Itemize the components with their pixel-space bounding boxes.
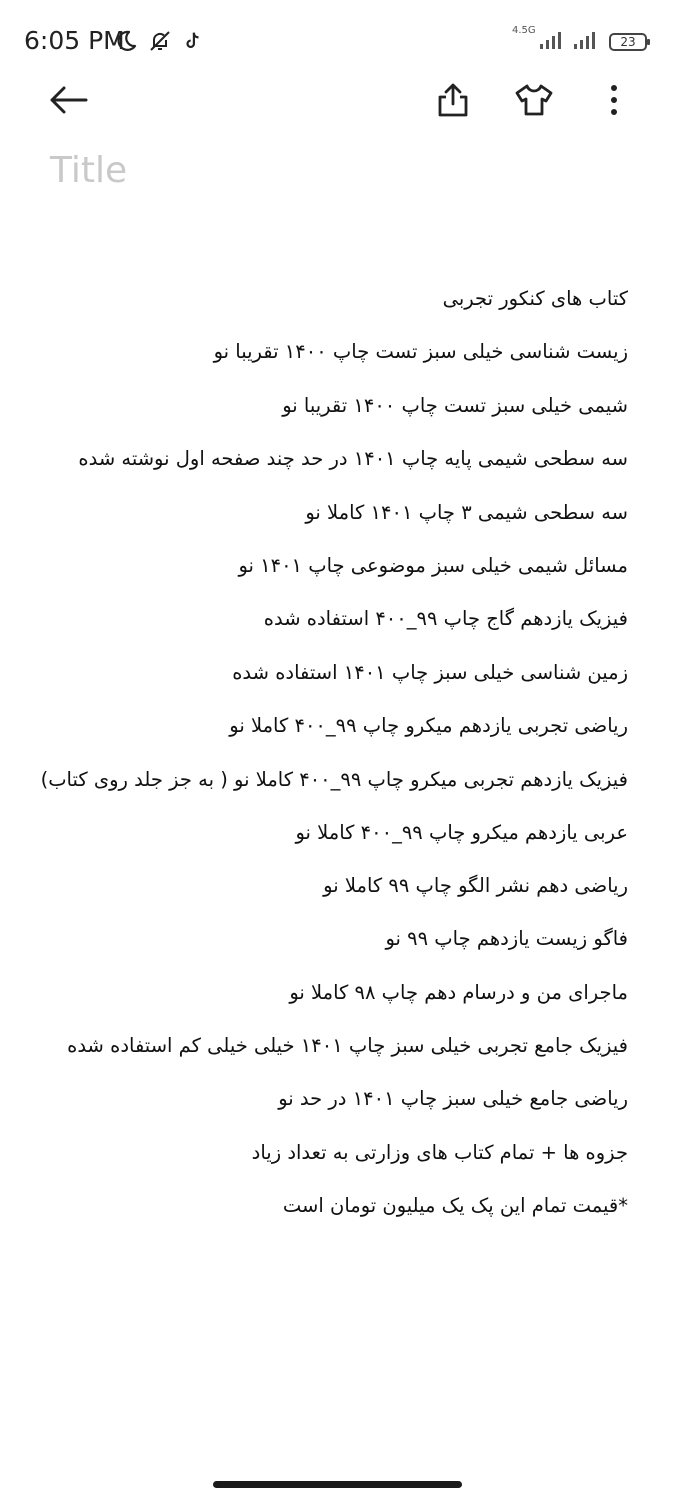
- note-line: کتاب های کنکور تجربی: [442, 287, 628, 310]
- note-line: ریاضی دهم نشر الگو چاپ ۹۹ کاملا نو: [323, 873, 628, 897]
- note-line: ماجرای من و درسام دهم چاپ ۹۸ کاملا نو: [289, 980, 628, 1004]
- note-toolbar: [0, 76, 675, 132]
- note-line: فاگو زیست یازدهم چاپ ۹۹ نو: [385, 927, 628, 951]
- note-line: فیزیک یازدهم تجربی میکرو چاپ ۹۹_۴۰۰ کاملا نو ( به جز جلد روی کتاب): [40, 767, 628, 791]
- network-type-label: 4.5G: [512, 25, 536, 36]
- note-line: جزوه ها + تمام کتاب های وزارتی به تعداد زیاد: [251, 1140, 628, 1164]
- more-options-button[interactable]: [590, 76, 638, 128]
- note-line: مسائل شیمی خیلی سبز موضوعی چاپ ۱۴۰۱ نو: [238, 553, 628, 577]
- note-line: شیمی خیلی سبز تست چاپ ۱۴۰۰ تقریبا نو: [282, 393, 628, 417]
- note-line: ریاضی جامع خیلی سبز چاپ ۱۴۰۱ در حد نو: [278, 1087, 628, 1111]
- note-line: زیست شناسی خیلی سبز تست چاپ ۱۴۰۰ تقریبا نو: [213, 340, 628, 364]
- status-bar: [0, 0, 675, 80]
- signal-icon: [539, 30, 565, 54]
- back-button[interactable]: [44, 76, 92, 128]
- note-line: زمین شناسی خیلی سبز چاپ ۱۴۰۱ استفاده شده: [232, 660, 628, 684]
- battery-level: 23: [620, 35, 636, 49]
- bell-off-icon: [148, 29, 172, 53]
- note-line: ریاضی تجربی یازدهم میکرو چاپ ۹۹_۴۰۰ کاملا نو: [229, 714, 628, 738]
- note-line: فیزیک جامع تجربی خیلی سبز چاپ ۱۴۰۱ خیلی خیلی کم استفاده شده: [67, 1034, 628, 1058]
- tiktok-icon: [182, 30, 204, 52]
- more-vert-icon: [609, 84, 619, 120]
- note-line: سه سطحی شیمی پایه چاپ ۱۴۰۱ در حد چند صفحه اول نوشته شده: [78, 447, 628, 471]
- note-body-editor[interactable]: [40, 272, 628, 1233]
- signal-icon: [573, 30, 601, 54]
- share-button[interactable]: [429, 76, 477, 128]
- theme-button[interactable]: [510, 76, 558, 128]
- title-input[interactable]: Title: [50, 150, 128, 191]
- theme-shirt-icon: [514, 83, 554, 121]
- back-arrow-icon: [48, 84, 88, 120]
- moon-icon: [114, 29, 138, 53]
- note-line: عربی یازدهم میکرو چاپ ۹۹_۴۰۰ کاملا نو: [295, 820, 628, 844]
- status-time: 6:05 PM: [24, 26, 125, 55]
- home-indicator[interactable]: [213, 1481, 462, 1488]
- note-line: *قیمت تمام این پک یک میلیون تومان است: [282, 1194, 628, 1218]
- battery-icon: [609, 33, 647, 51]
- note-line: فیزیک یازدهم گاج چاپ ۹۹_۴۰۰ استفاده شده: [263, 607, 628, 631]
- share-icon: [436, 82, 470, 122]
- status-system-icons: [539, 28, 647, 56]
- status-notification-icons: [114, 26, 204, 56]
- note-line: سه سطحی شیمی ۳ چاپ ۱۴۰۱ کاملا نو: [305, 500, 628, 524]
